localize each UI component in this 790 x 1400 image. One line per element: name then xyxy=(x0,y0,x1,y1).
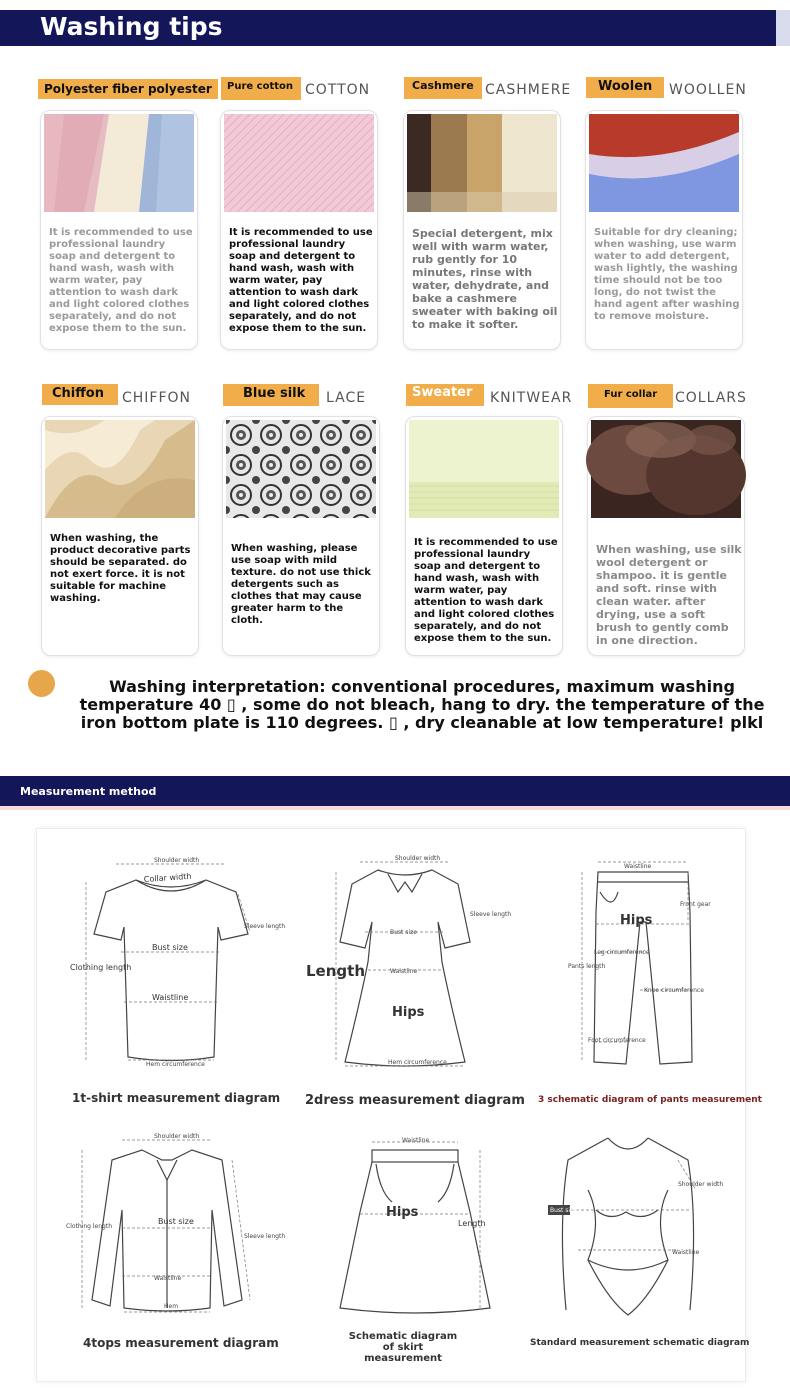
fabric-en-knitwear: KNITWEAR xyxy=(490,390,573,406)
chiffon-description: When washing, the product decorative parts should be separated. do not exert force. it is not suitable for machine washing. xyxy=(50,533,191,604)
card-chiffon xyxy=(41,416,199,656)
card-blue-silk xyxy=(222,416,380,656)
caption-standard: Standard measurement schematic diagram xyxy=(530,1338,750,1348)
skirt-diagram xyxy=(330,1132,500,1326)
fabric-en-cashmere: CASHMERE xyxy=(485,82,572,98)
tops-diagram xyxy=(62,1130,286,1324)
caption-tshirt: 1t-shirt measurement diagram xyxy=(72,1091,281,1105)
fabric-en-chiffon: CHIFFON xyxy=(122,390,192,406)
label-tops-hem: Hem xyxy=(164,1303,179,1310)
label-dress-shoulder-width: Shoulder width xyxy=(395,855,441,862)
fabric-label-cotton: Pure cotton xyxy=(221,77,301,100)
label-body-waistline: Waistline xyxy=(672,1249,700,1256)
body-diagram xyxy=(548,1130,724,1329)
fabric-label-cashmere: Cashmere xyxy=(404,77,482,99)
label-foot-circumference: Foot circumference xyxy=(588,1037,646,1044)
card-cashmere xyxy=(403,110,561,350)
page-title: Washing tips xyxy=(40,12,223,41)
label-leg-circumference: Leg circumference xyxy=(594,949,650,956)
label-collar-width: Collar width xyxy=(143,871,192,884)
bullet-dot xyxy=(28,670,55,697)
fabric-label-blue-silk: Blue silk xyxy=(223,384,319,406)
card-woolen xyxy=(585,110,743,350)
caption-dress: 2dress measurement diagram xyxy=(305,1093,525,1108)
washing-interpretation: Washing interpretation: conventional procedures, maximum washing temperature 40 ▯ , some do not bleach, hang to dry. the temperature of the iron bottom plate is 110 degrees. ▯ , dry cleanable at low temperature! plkl xyxy=(79,677,765,732)
label-shoulder-width: Shoulder width xyxy=(154,857,200,864)
fur-fabric-image xyxy=(591,420,741,518)
label-dress-hips: Hips xyxy=(392,1005,425,1020)
label-skirt-waistline: Waistline xyxy=(402,1137,430,1144)
tshirt-diagram xyxy=(66,852,286,1076)
label-clothing-length: Clothing length xyxy=(70,963,132,972)
banner-accent xyxy=(776,10,790,46)
label-hem-circumference: Hem circumference xyxy=(146,1061,205,1068)
label-pants-length: Pants length xyxy=(568,963,606,970)
caption-tops: 4tops measurement diagram xyxy=(83,1336,279,1350)
fabric-label-chiffon: Chiffon xyxy=(42,384,118,405)
caption-skirt: Schematic diagram of skirt measurement xyxy=(348,1331,458,1364)
label-front-gear: Front gear xyxy=(680,901,711,908)
label-knee-circumference: Knee circumference xyxy=(644,987,704,994)
label-tops-bust-size: Bust size xyxy=(158,1217,194,1226)
sweater-description: It is recommended to use professional laundry soap and detergent to hand wash, wash with warm water, pay attention to wash dark and light colored clothes separately, and do not expose them to the sun. xyxy=(414,537,558,644)
label-skirt-length: Length xyxy=(458,1219,486,1228)
blue-silk-description: When washing, please use soap with mild texture. do not use thick detergents such as clothes that may cause greater harm to the cloth. xyxy=(231,543,371,626)
fur-collar-description: When washing, use silk wool detergent or shampoo. it is gentle and soft. rinse with clean water. after drying, use a soft brush to gently comb in one direction. xyxy=(596,543,742,647)
label-pants-waistline: Waistline xyxy=(624,863,652,870)
card-fur-collar xyxy=(587,416,745,656)
label-dress-length: Length xyxy=(306,962,365,980)
card-polyester xyxy=(40,110,198,350)
pants-diagram xyxy=(560,852,730,1076)
woolen-description: Suitable for dry cleaning; when washing, use warm water to add detergent, wash lightly, the washing time should not be too long, do not twist the hand agent after washing to remove moisture. xyxy=(594,227,740,322)
measurement-title: Measurement method xyxy=(20,785,157,798)
divider xyxy=(0,806,790,810)
label-tops-sleeve-length: Sleeve length xyxy=(244,1233,286,1240)
label-body-shoulder-width: Shoulder width xyxy=(678,1181,724,1188)
fabric-en-cotton: COTTON xyxy=(305,82,371,98)
chiffon-fabric-image xyxy=(45,420,195,518)
card-cotton xyxy=(220,110,378,350)
label-dress-bust-size: Bust size xyxy=(390,929,417,936)
label-pants-hips: Hips xyxy=(620,913,653,928)
label-bust-size: Bust size xyxy=(152,943,188,952)
label-skirt-hips: Hips xyxy=(386,1205,419,1220)
label-tops-waistline: Waistline xyxy=(154,1275,182,1282)
cotton-description: It is recommended to use professional laundry soap and detergent to hand wash, wash with warm water, pay attention to wash dark and light colored clothes separately, and do not expose them to the sun. xyxy=(229,227,373,334)
fabric-label-fur-collar: Fur collar xyxy=(588,384,673,408)
label-dress-waistline: Waistline xyxy=(390,968,418,975)
lace-fabric-image xyxy=(226,420,376,518)
polyester-fabric-image xyxy=(44,114,194,212)
cashmere-description: Special detergent, mix well with warm water, rub gently for 10 minutes, rinse with water, dehydrate, and bake a cashmere sweater with baking oil to make it softer. xyxy=(412,227,558,331)
fabric-label-sweater: Sweater xyxy=(406,384,484,406)
label-dress-hem: Hem circumference xyxy=(388,1059,447,1066)
caption-pants: 3 schematic diagram of pants measurement xyxy=(538,1095,762,1105)
fabric-label-polyester: Polyester fiber polyester xyxy=(38,79,218,99)
label-tops-shoulder-width: Shoulder width xyxy=(154,1133,200,1140)
knitwear-fabric-image xyxy=(409,420,559,518)
label-tops-clothing-length: Clothing length xyxy=(66,1223,112,1230)
fabric-en-lace: LACE xyxy=(326,390,367,406)
label-body-bust-size: Bust size xyxy=(550,1207,577,1214)
fabric-label-woolen: Woolen xyxy=(586,77,664,98)
label-sleeve-length: Sleeve length xyxy=(244,923,286,930)
cashmere-fabric-image xyxy=(407,114,557,212)
label-waistline: Waistline xyxy=(152,993,189,1002)
measurement-banner xyxy=(0,776,790,806)
label-dress-sleeve-length: Sleeve length xyxy=(470,911,512,918)
dress-diagram xyxy=(300,852,510,1076)
cotton-fabric-image xyxy=(224,114,374,212)
fabric-en-woolen: WOOLLEN xyxy=(669,82,747,98)
woolen-fabric-image xyxy=(589,114,739,212)
polyester-description: It is recommended to use professional laundry soap and detergent to hand wash, wash with warm water, pay attention to wash dark and light colored clothes separately, and do not expose them to the sun. xyxy=(49,227,193,334)
card-sweater xyxy=(405,416,563,656)
fabric-en-collars: COLLARS xyxy=(675,390,747,406)
washing-tips-banner xyxy=(0,10,790,46)
